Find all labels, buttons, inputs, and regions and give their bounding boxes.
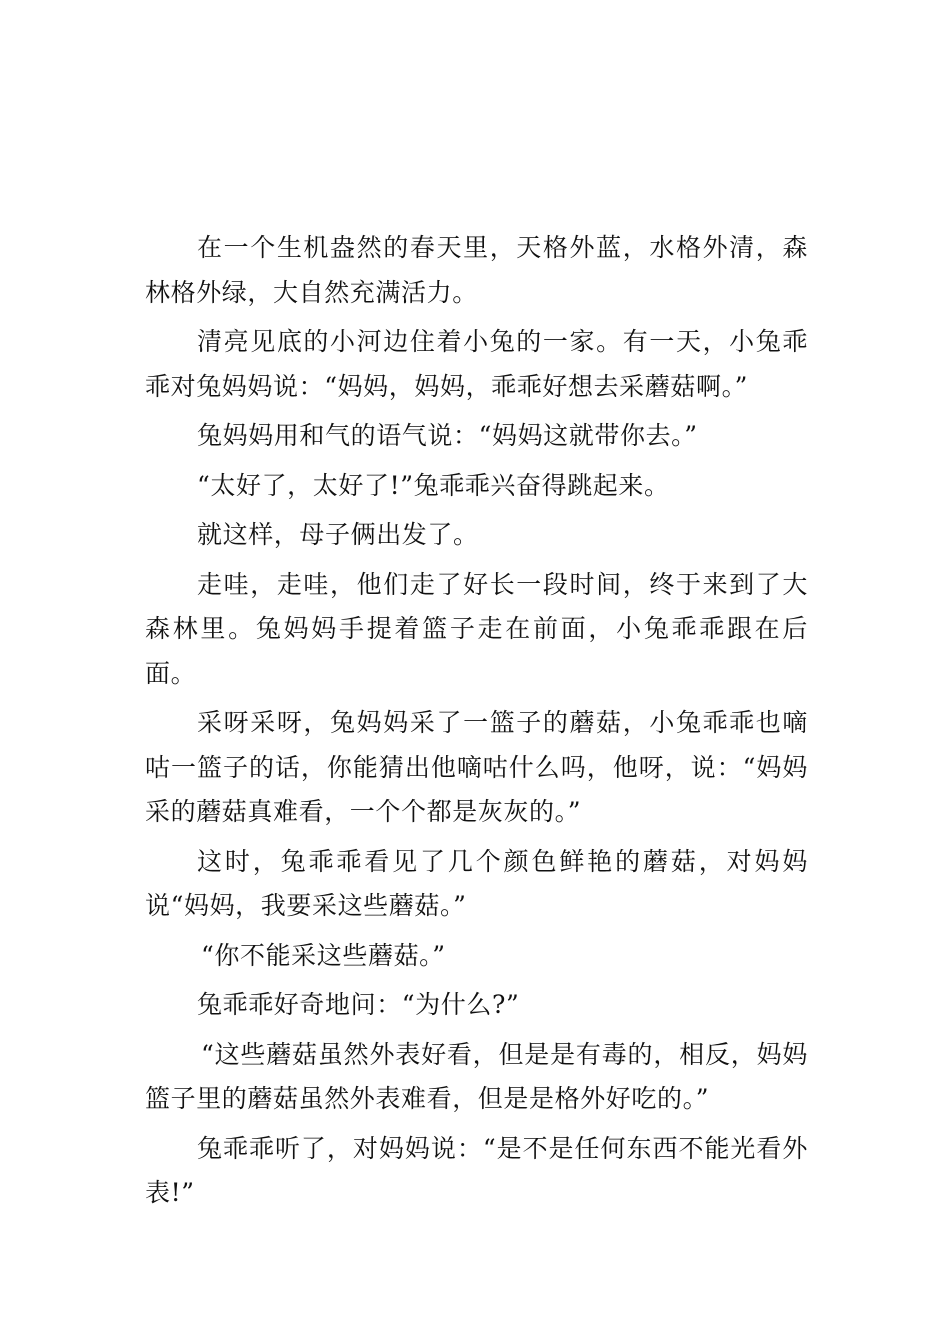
paragraph-1: 在一个生机盎然的春天里，天格外蓝，水格外清，森林格外绿，大自然充满活力。	[145, 233, 808, 307]
paragraph-3: 兔妈妈用和气的语气说：“妈妈这就带你去。”	[197, 421, 698, 450]
paragraph-4: “太好了，太好了!”兔乖乖兴奋得跳起来。	[197, 470, 670, 500]
paragraph-5: 就这样，母子俩出发了。	[197, 520, 479, 549]
paragraph-6: 走哇，走哇，他们走了好长一段时间，终于来到了大森林里。兔妈妈手提着篮子走在前面，小兔乖乖跟在后面。	[145, 569, 808, 688]
paragraph-7: 采呀采呀，兔妈妈采了一篮子的蘑菇，小兔乖乖也嘀咕一篮子的话，你能猜出他嘀咕什么吗，他呀，说：“妈妈采的蘑菇真难看，一个个都是灰灰的。”	[145, 708, 808, 826]
paragraph-10: 兔乖乖好奇地问：“为什么?”	[197, 990, 520, 1019]
paragraph-12: 兔乖乖听了，对妈妈说：“是不是任何东西不能光看外表!”	[145, 1133, 808, 1207]
paragraph-8: 这时，兔乖乖看见了几个颜色鲜艳的蘑菇，对妈妈说“妈妈，我要采这些蘑菇。”	[145, 846, 808, 920]
story-body	[145, 226, 808, 1221]
paragraph-9: “你不能采这些蘑菇。”	[201, 940, 446, 970]
paragraph-2: 清亮见底的小河边住着小兔的一家。有一天，小兔乖乖对兔妈妈说：“妈妈，妈妈，乖乖好想去采蘑菇啊。”	[145, 327, 808, 401]
paragraph-11: “这些蘑菇虽然外表好看，但是是有毒的，相反，妈妈篮子里的蘑菇虽然外表难看，但是是格外好吃的。”	[145, 1039, 808, 1113]
